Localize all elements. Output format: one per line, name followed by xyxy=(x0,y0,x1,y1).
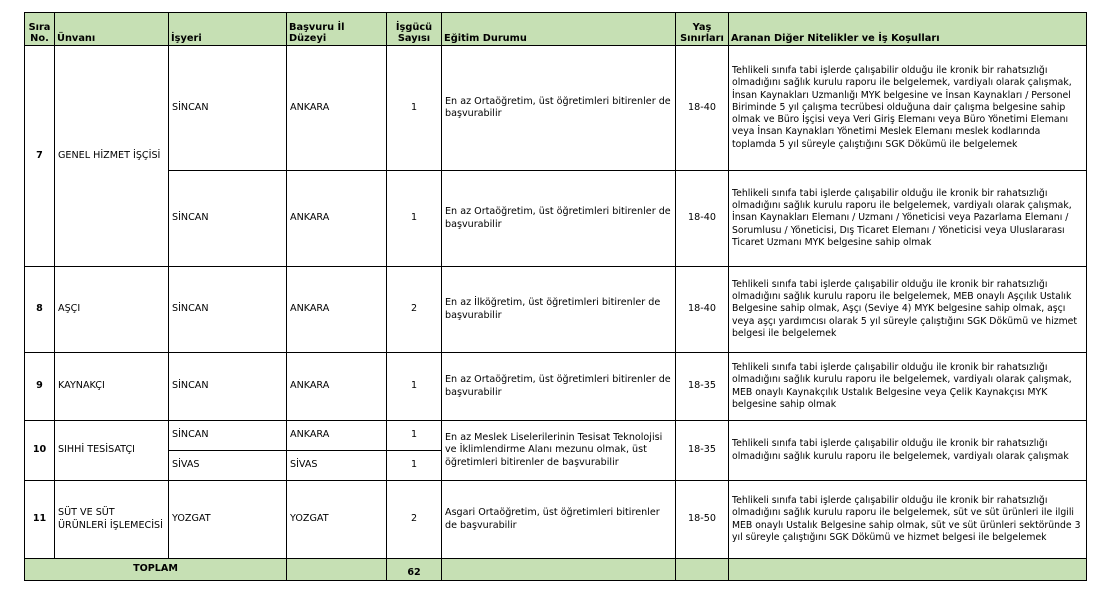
header-row xyxy=(25,13,1087,46)
education: En az İlköğretim, üst öğretimleri bitirenler de başvurabilir xyxy=(442,267,676,353)
age-limit: 18-35 xyxy=(676,353,729,421)
table-row xyxy=(25,353,1087,421)
header-isyeri: İşyeri xyxy=(169,13,287,46)
job-title: AŞÇI xyxy=(55,267,169,353)
header-il: Başvuru İl Düzeyi xyxy=(287,13,387,46)
education: En az Ortaöğretim, üst öğretimleri bitirenler de başvurabilir xyxy=(442,46,676,171)
requirements: Tehlikeli sınıfa tabi işlerde çalışabilir olduğu ile kronik bir rahatsızlığı olmadığını sağlık kurulu raporu ile belgelemek, süt ve süt ürünleri ile ilgili MEB onaylı Ustalık Belgesine sahip olmak, süt ve süt ürünleri sektöründe 3 yıl süreyle çalıştığını SGK Dökümü ve hizmet belgesi ile belgelemek xyxy=(729,481,1087,559)
city: ANKARA xyxy=(287,267,387,353)
requirements: Tehlikeli sınıfa tabi işlerde çalışabilir olduğu ile kronik bir rahatsızlığı olmadığını sağlık kurulu raporu ile belgelemek, vardiyalı olarak çalışmak xyxy=(729,421,1087,481)
workplace: YOZGAT xyxy=(169,481,287,559)
job-title: GENEL HİZMET İŞÇİSİ xyxy=(55,46,169,267)
header-unvan: Ünvanı xyxy=(55,13,169,46)
job-title: KAYNAKÇI xyxy=(55,353,169,421)
worker-count: 2 xyxy=(387,481,442,559)
job-title: SIHHİ TESİSATÇI xyxy=(55,421,169,481)
row-number: 9 xyxy=(25,353,55,421)
worker-count: 1 xyxy=(387,421,442,451)
workplace: SİNCAN xyxy=(169,46,287,171)
worker-count: 1 xyxy=(387,171,442,267)
requirements: Tehlikeli sınıfa tabi işlerde çalışabilir olduğu ile kronik bir rahatsızlığı olmadığını sağlık kurulu raporu ile belgelemek, vardiyalı olarak çalışmak, İnsan Kaynakları Uzmanlığı MYK belgesine ve İnsan Kaynakları / Personel Biriminde 5 yıl çalışma tecrübesi olduğuna dair çalışma belgesine sahip olmak ve Büro İşçisi veya Veri Giriş Elemanı veya Büro Yönetimi Elemanı veya İnsan Kaynakları Yönetimi Meslek Elemanı meslek kodlarında toplamda 5 yıl süreyle çalıştığını SGK Dökümü ile belgelemek xyxy=(729,46,1087,171)
city: ANKARA xyxy=(287,171,387,267)
education: En az Meslek Liselerilerinin Tesisat Teknolojisi ve İklimlendirme Alanı mezunu olmak, üst öğretimleri bitirenler de başvurabilir xyxy=(442,421,676,481)
age-limit: 18-35 xyxy=(676,421,729,481)
city: ANKARA xyxy=(287,353,387,421)
header-sira: Sıra No. xyxy=(25,13,55,46)
city: SİVAS xyxy=(287,451,387,481)
total-label: TOPLAM xyxy=(25,559,287,581)
workplace: SİNCAN xyxy=(169,353,287,421)
education: Asgari Ortaöğretim, üst öğretimleri bitirenler de başvurabilir xyxy=(442,481,676,559)
city: YOZGAT xyxy=(287,481,387,559)
table-row xyxy=(25,267,1087,353)
table-row xyxy=(25,46,1087,171)
header-yas: Yaş Sınırları xyxy=(676,13,729,46)
education: En az Ortaöğretim, üst öğretimleri bitirenler de başvurabilir xyxy=(442,353,676,421)
worker-count: 1 xyxy=(387,451,442,481)
header-egitim: Eğitim Durumu xyxy=(442,13,676,46)
requirements: Tehlikeli sınıfa tabi işlerde çalışabilir olduğu ile kronik bir rahatsızlığı olmadığını sağlık kurulu raporu ile belgelemek, vardiyalı olarak çalışmak, İnsan Kaynakları Elemanı / Uzmanı / Yöneticisi veya Pazarlama Elemanı / Sorumlusu / Yöneticisi, Dış Ticaret Elemanı / Yöneticisi veya Uluslararası Ticaret Uzmanı MYK belgesine sahip olmak xyxy=(729,171,1087,267)
worker-count: 1 xyxy=(387,46,442,171)
header-sayi: İşgücü Sayısı xyxy=(387,13,442,46)
row-number: 10 xyxy=(25,421,55,481)
total-value: 62 xyxy=(387,559,442,581)
worker-count: 2 xyxy=(387,267,442,353)
city: ANKARA xyxy=(287,421,387,451)
workplace: SİNCAN xyxy=(169,171,287,267)
workplace: SİNCAN xyxy=(169,421,287,451)
job-title: SÜT VE SÜT ÜRÜNLERİ İŞLEMECİSİ xyxy=(55,481,169,559)
total-spacer xyxy=(287,559,387,581)
total-spacer xyxy=(676,559,729,581)
workplace: SİNCAN xyxy=(169,267,287,353)
table-row xyxy=(25,481,1087,559)
row-number: 11 xyxy=(25,481,55,559)
header-nitelik: Aranan Diğer Nitelikler ve İş Koşulları xyxy=(729,13,1087,46)
age-limit: 18-40 xyxy=(676,46,729,171)
job-listing-table xyxy=(24,12,1087,581)
table-row xyxy=(25,421,1087,451)
city: ANKARA xyxy=(287,46,387,171)
table-row xyxy=(25,171,1087,267)
requirements: Tehlikeli sınıfa tabi işlerde çalışabilir olduğu ile kronik bir rahatsızlığı olmadığını sağlık kurulu raporu ile belgelemek, MEB onaylı Aşçılık Ustalık Belgesine sahip olmak, Aşçı (Seviye 4) MYK belgesine sahip olmak, aşçı veya aşçı yardımcısı olarak 5 yıl süreyle çalıştığını SGK Dökümü ve hizmet belgesi ile belgelemek xyxy=(729,267,1087,353)
document-page xyxy=(24,12,1087,581)
row-number: 8 xyxy=(25,267,55,353)
age-limit: 18-50 xyxy=(676,481,729,559)
age-limit: 18-40 xyxy=(676,267,729,353)
worker-count: 1 xyxy=(387,353,442,421)
workplace: SİVAS xyxy=(169,451,287,481)
total-spacer xyxy=(442,559,676,581)
row-number: 7 xyxy=(25,46,55,267)
education: En az Ortaöğretim, üst öğretimleri bitirenler de başvurabilir xyxy=(442,171,676,267)
total-spacer xyxy=(729,559,1087,581)
requirements: Tehlikeli sınıfa tabi işlerde çalışabilir olduğu ile kronik bir rahatsızlığı olmadığını sağlık kurulu raporu ile belgelemek, vardiyalı olarak çalışmak, MEB onaylı Kaynakçılık Ustalık Belgesine veya Çelik Kaynakçısı MYK belgesine sahip olmak xyxy=(729,353,1087,421)
age-limit: 18-40 xyxy=(676,171,729,267)
total-row xyxy=(25,559,1087,581)
